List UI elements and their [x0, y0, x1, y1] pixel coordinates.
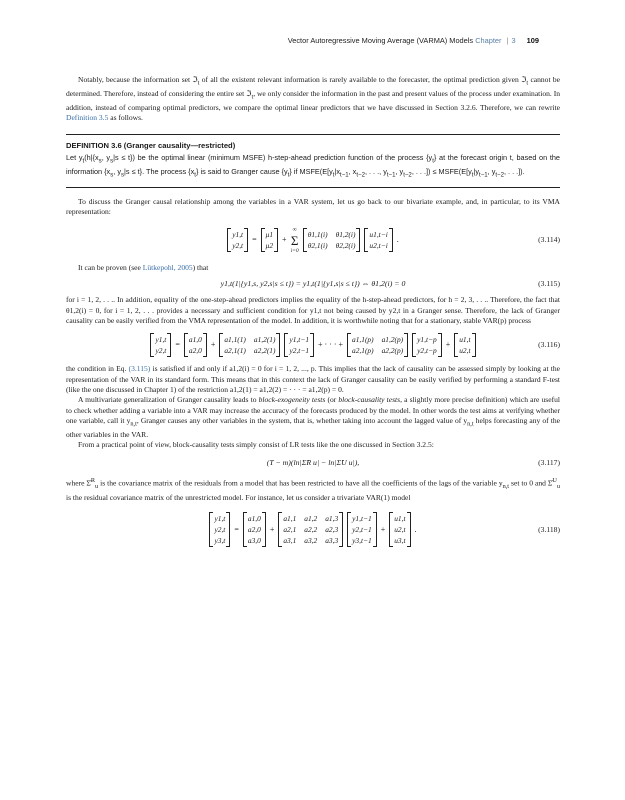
running-head-chapter: Chapter — [475, 36, 502, 45]
para1-e: as follows. — [108, 112, 143, 122]
eq118-A10: a2,1 — [283, 525, 297, 535]
eq118-y1-0: y1,t−1 — [352, 514, 372, 524]
eq118-y1 — [347, 512, 377, 547]
eq114-lhs-0: y1,t — [232, 230, 244, 240]
equation-3-118 — [66, 509, 560, 551]
body-text — [66, 75, 560, 551]
para1-b: of all the existent relevant information is rarely available to the forecaster, the optimal prediction given ℑ — [199, 75, 527, 84]
eq116-a0 — [184, 333, 207, 357]
eq118-y1-1: y2,t−1 — [352, 525, 372, 535]
eq116-ap-row-1 — [352, 345, 403, 356]
eq116-plus-2: + — [445, 340, 451, 350]
eq114-t00: θ1,1(i) — [307, 230, 328, 240]
para6-em1: block-exogeneity tests — [258, 395, 326, 405]
paragraph-1: Notably, because the information set ℑ$_t$ of all the existent relevant information is rarely available to the forecaster, the optimal prediction given ℑ$_t$ cannot be determined. Therefore, instead of considering the entire set ℑ$_t$, we only consider the information in the past and present values of the process under examination. In addition, instead of comparing optimal predictors, we compare the optimal linear predictors that we have discussed in Section 3.2.6. Therefore, we can rewrite Definition 3.5 as follows. — [66, 75, 560, 122]
eq114-sum-top: ∞ — [292, 226, 297, 233]
eq116-yp — [412, 333, 442, 357]
eq114-theta-row-1 — [308, 240, 356, 251]
eq118-equals: = — [234, 524, 239, 534]
eq116-a1-10: a2,1(1) — [224, 346, 246, 356]
eq118-a0 — [243, 512, 266, 547]
eq115-expr: y1,t(1|{y1,s, y2,s|s ≤ t}) = y1,t(1|{y1,s|s ≤ t}) ⇔ θ1,2(i) = 0 — [220, 278, 406, 288]
d14: , . . .]) ≤ MSFE(E[y — [411, 167, 472, 177]
eq116-ap-11: a2,2(p) — [381, 346, 404, 356]
eq116-lhs — [150, 333, 171, 357]
eq118-A20: a3,1 — [283, 536, 297, 546]
definition-title: DEFINITION 3.6 (Granger causality—restricted) — [66, 141, 236, 151]
eq118-A01: a1,2 — [304, 514, 318, 524]
para5-b: is satisfied if and only if a1,2(i) = 0 for i = 1, 2, ..., p. This implies that the lack of causality can be assessed simply by looking at the representation of the VAR in its standard form. This means that in this context the lack of Granger causality can be easily verified by performing a standard F-test (like the one discussed in Chapter 1) of the restriction a1,2(1) = a1,2(2) = · · · = a1,2(p) = 0. — [66, 364, 560, 394]
eq116-yp-0: y1,t−p — [417, 335, 437, 345]
eq118-A02: a1,3 — [325, 514, 339, 524]
eq118-lhs — [209, 512, 230, 547]
eq114-theta — [303, 228, 361, 252]
eq116-a0-0: a1,0 — [188, 335, 202, 345]
eq114-sum-bot: i=0 — [290, 247, 299, 254]
para8-a: where Σ̂ — [66, 478, 91, 488]
para6-em2: block-causality tests — [338, 395, 401, 405]
para6-c: , a slightly more precise definition) which are useful to check whether adding a variable into a VAR may increase the accuracy of the forecasts produced by the model. In other words the test aims at verifying whether one variable, call it y — [66, 395, 560, 425]
eq118-a0-0: a1,0 — [247, 514, 261, 524]
running-head-separator: | — [506, 36, 509, 45]
eq118-u — [389, 512, 410, 547]
eq118-A21: a3,2 — [304, 536, 318, 546]
para3-b: ) that — [192, 263, 209, 273]
paragraph-8: where Σ̂$^R_u$ is the covariance matrix of the residuals from a model that has been restricted to have all the coefficients of the lags of the variable $y_{n,t}$ set to 0 and Σ̂$^U_u$ is the residual covariance matrix of the unrestricted model. For instance, let us consider a trivariate VAR(1) model — [66, 477, 561, 502]
paragraph-5 — [66, 364, 560, 395]
eq114-t10: θ2,1(i) — [307, 241, 328, 251]
eq118-y1-2: y3,t−1 — [352, 536, 372, 546]
para1-d: , we only consider the information in the past and present values of the process under examination. In addition, instead of comparing optimal predictors, we compare the optimal linear predictors that we have discussed in Section 3.2.6. Therefore, we can rewrite — [66, 88, 560, 112]
eq116-lhs-0: y1,t — [155, 335, 167, 345]
eq116-ap — [347, 333, 408, 357]
paragraph-7: From a practical point of view, block-causality tests simply consist of LR tests like the one discussed in Section 3.2.5: — [78, 439, 434, 449]
eq118-lhs-1: y2,t — [214, 525, 226, 535]
eq116-ap-01: a1,2(p) — [381, 335, 404, 345]
eq116-u-0: u1,t — [459, 335, 471, 345]
eq114-mu-0: μ1 — [265, 230, 274, 240]
eq116-dots: + · · · + — [318, 340, 344, 350]
eq116-number: (3.116) — [538, 340, 560, 350]
d9: } if MSFE(E[y — [289, 167, 333, 177]
d1: Let y — [66, 153, 83, 163]
eq118-A — [278, 512, 343, 547]
para5-a: the condition in Eq. — [66, 364, 129, 374]
eq116-body — [150, 333, 475, 357]
running-head-chapter-num: 3 — [511, 36, 516, 45]
eq118-plus-1: + — [269, 524, 275, 534]
eq114-lhs-1: y2,t — [232, 241, 244, 251]
eq115-number: (3.115) — [538, 278, 560, 288]
equation-3-117 — [66, 456, 560, 470]
d5: } at the forecast origin t, based on the information {x — [66, 153, 560, 177]
d15: |y — [473, 167, 480, 177]
para6-b: (or — [325, 395, 339, 405]
d11: , x — [348, 167, 357, 177]
eq118-u-0: u1,t — [394, 514, 406, 524]
d8: } is said to Granger cause {y — [195, 167, 288, 177]
d4: |s ≤ t}) be the optimal linear (minimum MSFE) h-step-ahead prediction function of the process {y — [113, 153, 433, 163]
page-number: 109 — [526, 36, 539, 45]
eq116-a1-row-0 — [224, 334, 275, 345]
d10: |x — [334, 167, 340, 177]
eq118-u-1: u2,t — [394, 525, 406, 535]
para8-d: is the residual covariance matrix of the unrestricted model. For instance, let us consider a trivariate VAR(1) model — [66, 492, 411, 502]
definition-link[interactable]: Definition 3.5 — [66, 112, 109, 122]
d2: (h|{x — [84, 153, 99, 163]
eq116-u-1: u2,t — [459, 346, 471, 356]
paragraph-4: for i = 1, 2, . . .. In addition, equality of the one-step-ahead predictors implies the equality of the h-step-ahead predictors, for h = 2, 3, . . .. Therefore, the fact that θ1,2(i) = 0, for i = 1, 2, . . . provides a necessary and sufficient condition for y1,t not being caused by y2,t in a Granger sense. Therefore, the lack of Granger causality can be easily verified from the VMA representation of the model. In addition, it is worthwhile noting that for a stationary, stable VAR(p) process — [66, 295, 560, 326]
d17: , . . .]). — [503, 167, 525, 177]
equation-3-114 — [66, 222, 560, 258]
eq114-theta-row-0 — [308, 229, 356, 240]
eq116-y1-0: y1,t−1 — [289, 335, 310, 345]
eq118-A00: a1,1 — [283, 514, 297, 524]
eq114-lhs — [227, 228, 248, 252]
eq118-A-row-0 — [283, 513, 338, 524]
eq118-a0-2: a3,0 — [247, 536, 261, 546]
eq114-equals: = — [252, 235, 257, 245]
para6-e: helps forecasting any of the other variables in the VAR. — [66, 415, 560, 439]
eq118-u-2: u3,t — [394, 536, 406, 546]
eq118-plus-2: + — [380, 524, 386, 534]
eq116-ap-10: a2,1(p) — [352, 346, 374, 356]
definition-text: Let $y_t(h|\{x_s$, $y_s|s \le t$}) be the optimal linear (minimum MSFE) h-step-ahead prediction function of the process $\{y_t\}$ at the forecast origin t, based on the information {$x_s$, $y_s|s \le t$}. The process $\{x_t\}$ is said to Granger cause $\{y_t\}$ if $MSFE(E[y_t|x_{t-1}$, $x_{t-2}$, . . ., $y_{t-1}$, $y_{t-2}$, . . .]) ≤ $MSFE(E[y_t|y_{t-1}$, $y_{t-2}$, . . .]). — [66, 153, 560, 179]
eq114-t11: θ2,2(i) — [335, 241, 356, 251]
equation-3-116 — [66, 330, 560, 360]
eq116-a1-11: a2,2(1) — [253, 346, 276, 356]
para8-c: set to 0 and Σ̂ — [509, 478, 553, 488]
para1-a: Notably, because the information set ℑ — [78, 75, 198, 84]
eq118-A-row-2 — [283, 535, 338, 546]
eq116-ap-row-0 — [352, 334, 403, 345]
eq116-a1-01: a1,2(1) — [253, 335, 276, 345]
d3: , y — [101, 153, 111, 163]
para1-c: cannot be determined. Therefore, instead of considering the entire set ℑ — [66, 75, 560, 98]
equation-3-115 — [66, 277, 560, 290]
d12: , . . ., y — [364, 167, 387, 177]
paragraph-6: A multivariate generalization of Granger causality leads to block-exogeneity tests (or block-causality tests, a slightly more precise definition) which are useful to check whether adding a variable into a VAR may increase the accuracy of the forecasts produced by the model. In other words the test aims at verifying whether one variable, call it $y_{n,t}$, Granger causes any other variables in the system, that is, whether taking into account the lagged value of $y_{n,t}$ helps forecasting any of the other variables in the VAR. — [66, 395, 560, 439]
eq116-a1-row-1 — [224, 345, 275, 356]
eq114-u-1: u2,t−i — [369, 241, 388, 251]
eq116-plus-1: + — [210, 340, 216, 350]
d6: , y — [113, 167, 121, 177]
eq118-number: (3.118) — [538, 524, 560, 534]
para6-a: A multivariate generalization of Granger causality leads to — [78, 395, 259, 405]
eq114-u — [364, 228, 392, 252]
running-head — [288, 36, 539, 45]
d16: , y — [487, 167, 496, 177]
eq118-lhs-2: y3,t — [214, 536, 226, 546]
eq118-body: y1,t y2,t y3,t = a1,0 a2,0 a3,0 + a1,1 a1,2 a1,3 a2,1 a2,2 a2,3 a3,1 a3,2 a3,3 y1,t−1 y2,t−1 y3,t−1 + u1,t u2,t u3,t . — [209, 512, 416, 547]
running-head-title: Vector Autoregressive Moving Average (VARMA) Models — [287, 36, 474, 45]
eq116-ap-00: a1,1(p) — [352, 335, 374, 345]
eq116-a1 — [219, 333, 280, 357]
eq117-expr: (T − m)(ln|Σ̂R u| − ln|Σ̂U u|), — [266, 458, 360, 468]
eq118-A11: a2,2 — [304, 525, 318, 535]
eq116-a1-00: a1,1(1) — [224, 335, 246, 345]
eq114-plus: + — [282, 235, 287, 245]
definition-box — [66, 134, 560, 187]
eq116-a0-1: a2,0 — [188, 346, 202, 356]
paragraph-2: To discuss the Granger causal relationship among the variables in a VAR system, let us go back to our bivariate example, and, in particular, to its VMA representation: — [66, 196, 560, 216]
eq115-link[interactable]: (3.115) — [128, 364, 151, 374]
eq116-u — [454, 333, 475, 357]
eq114-body: y1,t y2,t = μ1 μ2 + ∞ Σ i=0 θ1,1(i) θ1,2(i) θ2,1(i) θ2,2(i) u1,t−i u2,t−i . — [227, 226, 399, 255]
lutkepohl-link[interactable]: Lütkepohl, 2005 — [142, 263, 193, 273]
paragraph-3 — [66, 263, 560, 273]
d13: , y — [395, 167, 404, 177]
para8-b: is the covariance matrix of the residuals from a model that has been restricted to have all the coefficients of the lags of the variable y — [98, 478, 503, 488]
eq114-u-0: u1,t−i — [369, 230, 388, 240]
eq117-number: (3.117) — [538, 458, 560, 468]
eq116-y1-1: y2,t−1 — [289, 346, 310, 356]
eq118-A22: a3,3 — [325, 536, 339, 546]
eq114-mu — [261, 228, 278, 252]
para6-d: , Granger causes any other variables in the system, that is, whether taking into account the lagged value of y — [136, 415, 468, 425]
eq114-mu-1: μ2 — [265, 241, 274, 251]
eq118-lhs-0: y1,t — [214, 514, 226, 524]
eq116-lhs-1: y2,t — [155, 346, 167, 356]
para3-a: It can be proven (see — [78, 263, 143, 273]
eq118-a0-1: a2,0 — [247, 525, 261, 535]
eq114-t01: θ1,2(i) — [335, 230, 356, 240]
eq118-A-row-1 — [283, 524, 338, 535]
d7: |s ≤ t}. The process {x — [124, 167, 195, 177]
eq114-number: (3.114) — [538, 235, 560, 245]
eq114-sum: ∞ Σ i=0 — [290, 226, 299, 254]
eq116-equals: = — [175, 340, 180, 350]
eq116-yp-1: y2,t−p — [417, 346, 437, 356]
eq118-A12: a2,3 — [325, 525, 339, 535]
eq116-y1 — [284, 333, 314, 357]
